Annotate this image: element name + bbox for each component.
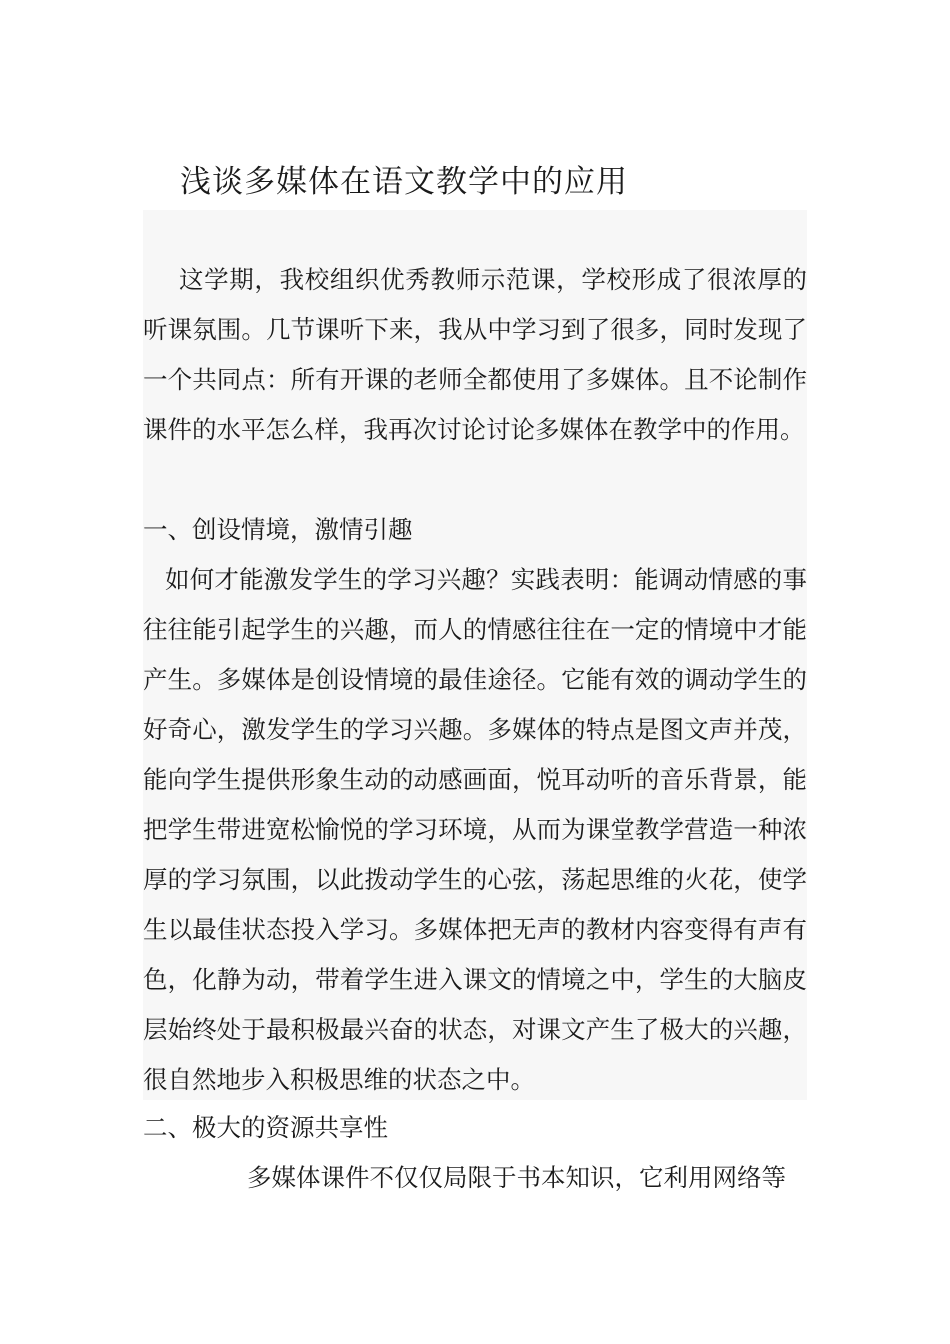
- document-title: 浅谈多媒体在语文教学中的应用: [180, 164, 628, 200]
- paragraph-section-2: 多媒体课件不仅仅局限于书本知识，它利用网络等: [247, 1163, 786, 1192]
- paragraph-section-1: 如何才能激发学生的学习兴趣？实践表明：能调动情感的事往往能引起学生的兴趣，而人的情感往往在一定的情境中才能产生。多媒体是创设情境的最佳途径。它能有效的调动学生的好奇心，激发学生的学习兴趣。多媒体的特点是图文声并茂，能向学生提供形象生动的动感画面，悦耳动听的音乐背景，能把学生带进宽松愉悦的学习环境，从而为课堂教学营造一种浓厚的学习氛围，以此拨动学生的心弦，荡起思维的火花，使学生以最佳状态投入学习。多媒体把无声的教材内容变得有声有色，化静为动，带着学生进入课文的情境之中，学生的大脑皮层始终处于最积极最兴奋的状态，对课文产生了极大的兴趣，很自然地步入积极思维的状态之中。: [143, 565, 807, 1094]
- section-heading-2: 二、极大的资源共享性: [143, 1113, 388, 1142]
- paragraph-intro: 这学期，我校组织优秀教师示范课，学校形成了很浓厚的听课氛围。几节课听下来，我从中学习到了很多，同时发现了一个共同点：所有开课的老师全都使用了多媒体。且不论制作课件的水平怎么样，我再次讨论讨论多媒体在教学中的作用。: [143, 265, 807, 444]
- section-heading-1: 一、创设情境，激情引趣: [143, 515, 413, 544]
